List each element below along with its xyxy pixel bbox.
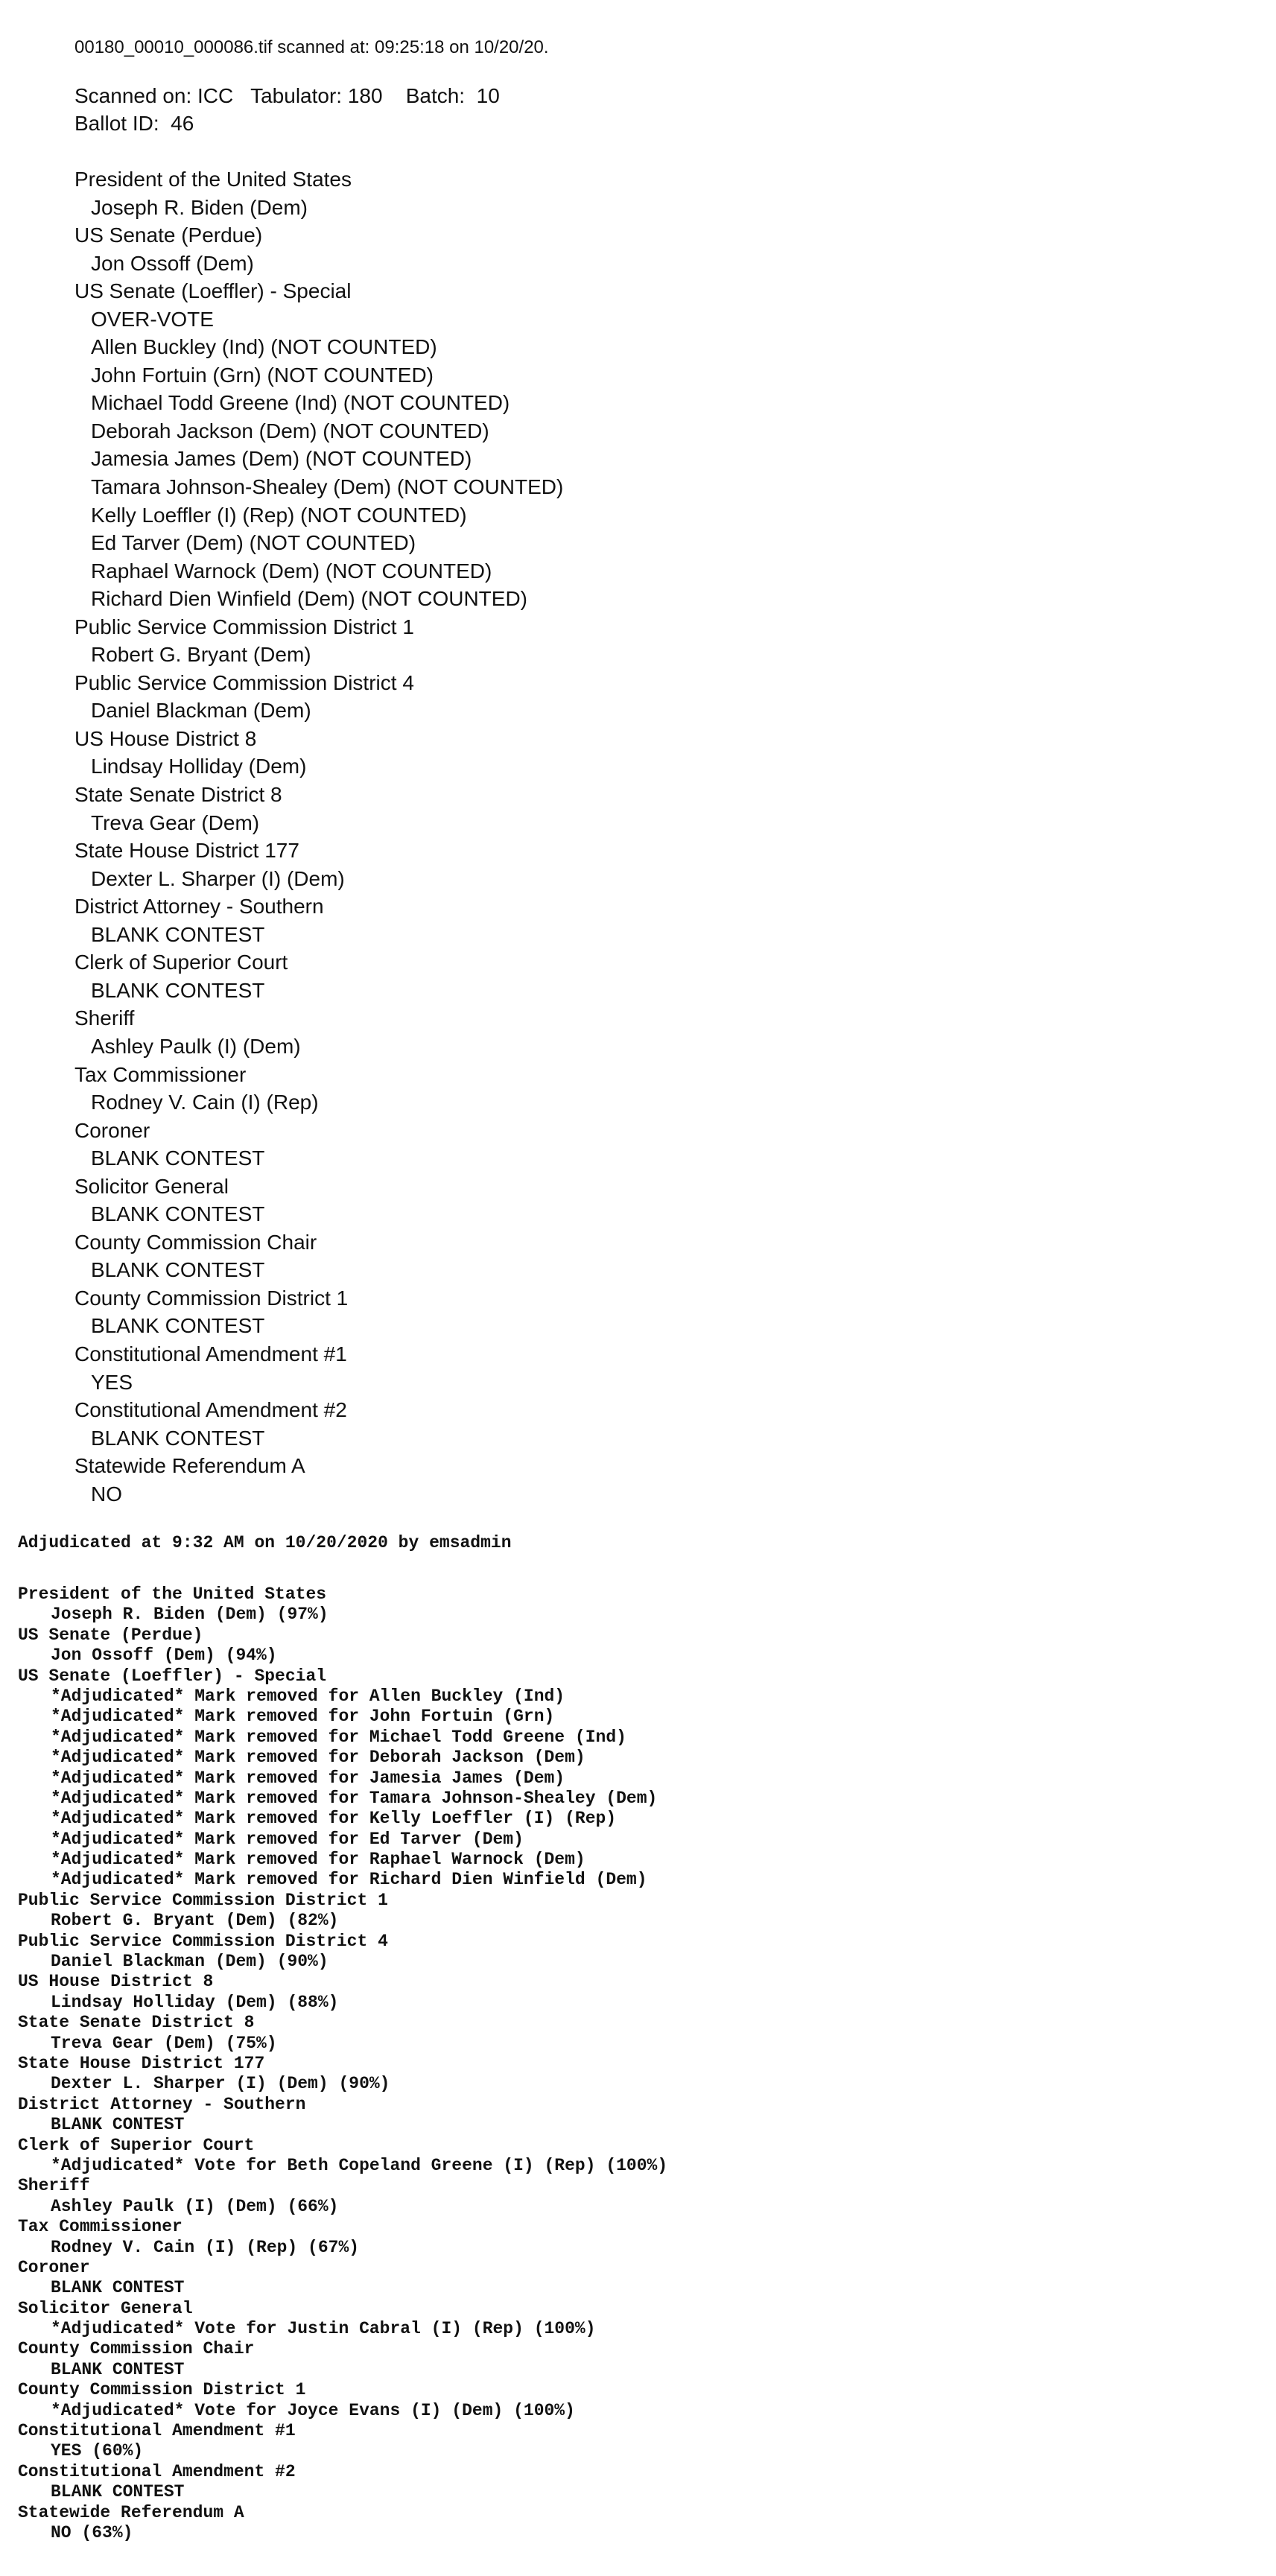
- contest-title: County Commission District 1: [74, 1286, 349, 1310]
- contest-title: US Senate (Perdue): [18, 1625, 203, 1645]
- contest-choice: Treva Gear (Dem): [91, 810, 260, 834]
- contest-choice: BLANK CONTEST: [51, 2278, 185, 2298]
- contest-choice: Rodney V. Cain (I) (Rep) (67%): [51, 2237, 360, 2257]
- contest-title: President of the United States: [74, 168, 352, 191]
- contest-title: Tax Commissioner: [74, 1062, 247, 1086]
- contest-choice: *Adjudicated* Mark removed for Jamesia James (Dem): [51, 1768, 565, 1788]
- contest-choice: Jon Ossoff (Dem): [91, 251, 254, 275]
- ballot-id-line: [74, 110, 194, 137]
- contest-choice: *Adjudicated* Mark removed for Deborah Jackson (Dem): [51, 1748, 585, 1768]
- contest-title: Coroner: [18, 2257, 90, 2277]
- contest-choice: *Adjudicated* Mark removed for Michael Todd Greene (Ind): [51, 1727, 626, 1747]
- contest-title: Coroner: [74, 1118, 150, 1142]
- contest-title: State Senate District 8: [74, 783, 282, 807]
- scan-meta-line: [74, 82, 500, 110]
- contest-choice: *Adjudicated* Mark removed for Kelly Loeffler (I) (Rep): [51, 1809, 617, 1829]
- contest-title: Clerk of Superior Court: [74, 951, 288, 974]
- contest-title: Public Service Commission District 1: [74, 615, 414, 638]
- contest-choice: NO: [91, 1482, 122, 1506]
- contest-choice: BLANK CONTEST: [91, 1314, 265, 1338]
- tabulator-label: Tabulator:: [250, 84, 343, 107]
- contest-title: District Attorney - Southern: [18, 2094, 306, 2114]
- contest-title: Public Service Commission District 4: [74, 670, 414, 694]
- scan-file-line: 00180_00010_000086.tif scanned at: 09:25:18 on 10/20/20.: [74, 37, 549, 57]
- contest-choice: Michael Todd Greene (Ind) (NOT COUNTED): [91, 391, 510, 415]
- contest-choice: Ashley Paulk (I) (Dem): [91, 1034, 301, 1058]
- contest-choice: *Adjudicated* Mark removed for Raphael Warnock (Dem): [51, 1850, 585, 1870]
- contest-title: Constitutional Amendment #2: [18, 2461, 296, 2481]
- contest-choice: *Adjudicated* Mark removed for Allen Buckley (Ind): [51, 1686, 565, 1706]
- contest-choice: BLANK CONTEST: [91, 1258, 265, 1282]
- contest-title: State House District 177: [74, 839, 299, 863]
- contest-choice: YES (60%): [51, 2441, 144, 2461]
- tabulator-value: 180: [347, 84, 383, 107]
- ballot-id-label: Ballot ID:: [74, 112, 159, 135]
- contest-title: US House District 8: [18, 1972, 214, 1992]
- contest-choice: Robert G. Bryant (Dem): [91, 643, 311, 667]
- adjudication-header: Adjudicated at 9:32 AM on 10/20/2020 by emsadmin: [18, 1533, 512, 1552]
- contest-choice: *Adjudicated* Mark removed for John Fortuin (Grn): [51, 1707, 555, 1727]
- contest-choice: Jon Ossoff (Dem) (94%): [51, 1646, 277, 1666]
- contest-choice: Lindsay Holliday (Dem) (88%): [51, 1992, 339, 2012]
- contest-choice: Rodney V. Cain (I) (Rep): [91, 1091, 319, 1114]
- contest-title: Solicitor General: [18, 2298, 193, 2318]
- contest-title: US Senate (Loeffler) - Special: [74, 279, 352, 303]
- contest-choice: YES: [91, 1370, 133, 1394]
- contest-title: Statewide Referendum A: [18, 2502, 244, 2522]
- contest-title: County Commission District 1: [18, 2380, 306, 2400]
- contest-choice: *Adjudicated* Vote for Beth Copeland Greene (I) (Rep) (100%): [51, 2155, 668, 2175]
- contest-choice: BLANK CONTEST: [91, 922, 265, 946]
- contest-choice: Lindsay Holliday (Dem): [91, 755, 307, 778]
- contest-choice: *Adjudicated* Vote for Justin Cabral (I) (Rep) (100%): [51, 2319, 596, 2339]
- contest-title: US Senate (Loeffler) - Special: [18, 1666, 327, 1686]
- contest-choice: Joseph R. Biden (Dem): [91, 195, 308, 219]
- scanned-votes-list: [74, 165, 563, 1508]
- contest-choice: Dexter L. Sharper (I) (Dem) (90%): [51, 2074, 390, 2094]
- contest-choice: OVER-VOTE: [91, 307, 214, 331]
- contest-choice: Kelly Loeffler (I) (Rep) (NOT COUNTED): [91, 503, 467, 527]
- adjudication-report: [18, 1533, 667, 2543]
- contest-title: Constitutional Amendment #1: [18, 2421, 296, 2441]
- contest-choice: Robert G. Bryant (Dem) (82%): [51, 1911, 339, 1931]
- batch-value: 10: [476, 84, 500, 107]
- contest-choice: BLANK CONTEST: [91, 1146, 265, 1170]
- contest-choice: *Adjudicated* Vote for Joyce Evans (I) (Dem) (100%): [51, 2400, 575, 2420]
- contest-choice: BLANK CONTEST: [91, 978, 265, 1002]
- contest-title: Public Service Commission District 4: [18, 1931, 388, 1951]
- contest-choice: *Adjudicated* Mark removed for Tamara Johnson-Shealey (Dem): [51, 1788, 658, 1808]
- contest-title: State Senate District 8: [18, 2013, 255, 2033]
- contest-choice: Treva Gear (Dem) (75%): [51, 2033, 277, 2053]
- batch-label: Batch:: [405, 84, 466, 107]
- contest-choice: *Adjudicated* Mark removed for Richard Dien Winfield (Dem): [51, 1870, 647, 1890]
- contest-title: Statewide Referendum A: [74, 1454, 305, 1478]
- contest-title: US House District 8: [74, 726, 257, 750]
- contest-title: Tax Commissioner: [18, 2217, 182, 2237]
- contest-choice: Daniel Blackman (Dem): [91, 699, 311, 723]
- contest-title: US Senate (Perdue): [74, 223, 263, 247]
- contest-choice: Allen Buckley (Ind) (NOT COUNTED): [91, 335, 437, 359]
- contest-choice: BLANK CONTEST: [91, 1202, 265, 1226]
- contest-title: Clerk of Superior Court: [18, 2135, 255, 2155]
- contest-title: Constitutional Amendment #2: [74, 1398, 347, 1422]
- contest-choice: *Adjudicated* Mark removed for Ed Tarver (Dem): [51, 1829, 524, 1849]
- contest-title: Public Service Commission District 1: [18, 1890, 388, 1910]
- contest-title: President of the United States: [18, 1584, 327, 1604]
- contest-choice: Ed Tarver (Dem) (NOT COUNTED): [91, 531, 416, 555]
- contest-title: District Attorney - Southern: [74, 895, 324, 919]
- contest-choice: Tamara Johnson-Shealey (Dem) (NOT COUNTED): [91, 475, 564, 499]
- contest-choice: BLANK CONTEST: [51, 2359, 185, 2379]
- adjudicated-votes-list: [18, 1584, 667, 2543]
- contest-title: Sheriff: [18, 2176, 90, 2196]
- scanned-on-label: Scanned on:: [74, 84, 192, 107]
- contest-title: State House District 177: [18, 2053, 265, 2073]
- contest-title: County Commission Chair: [18, 2339, 255, 2359]
- contest-choice: Daniel Blackman (Dem) (90%): [51, 1952, 328, 1972]
- contest-title: County Commission Chair: [74, 1230, 317, 1254]
- contest-choice: Dexter L. Sharper (I) (Dem): [91, 866, 345, 890]
- contest-choice: John Fortuin (Grn) (NOT COUNTED): [91, 363, 434, 387]
- contest-choice: Richard Dien Winfield (Dem) (NOT COUNTED): [91, 587, 528, 611]
- contest-choice: Raphael Warnock (Dem) (NOT COUNTED): [91, 559, 492, 583]
- contest-choice: BLANK CONTEST: [51, 2115, 185, 2135]
- contest-title: Solicitor General: [74, 1174, 229, 1198]
- ballot-id-value: 46: [171, 112, 194, 135]
- contest-title: Constitutional Amendment #1: [74, 1342, 347, 1365]
- contest-choice: NO (63%): [51, 2522, 133, 2542]
- scanned-on-value: ICC: [197, 84, 234, 107]
- contest-choice: Ashley Paulk (I) (Dem) (66%): [51, 2196, 339, 2216]
- contest-title: Sheriff: [74, 1006, 135, 1030]
- contest-choice: BLANK CONTEST: [51, 2482, 185, 2502]
- contest-choice: BLANK CONTEST: [91, 1426, 265, 1450]
- contest-choice: Jamesia James (Dem) (NOT COUNTED): [91, 447, 472, 471]
- contest-choice: Deborah Jackson (Dem) (NOT COUNTED): [91, 419, 489, 442]
- contest-choice: Joseph R. Biden (Dem) (97%): [51, 1605, 328, 1625]
